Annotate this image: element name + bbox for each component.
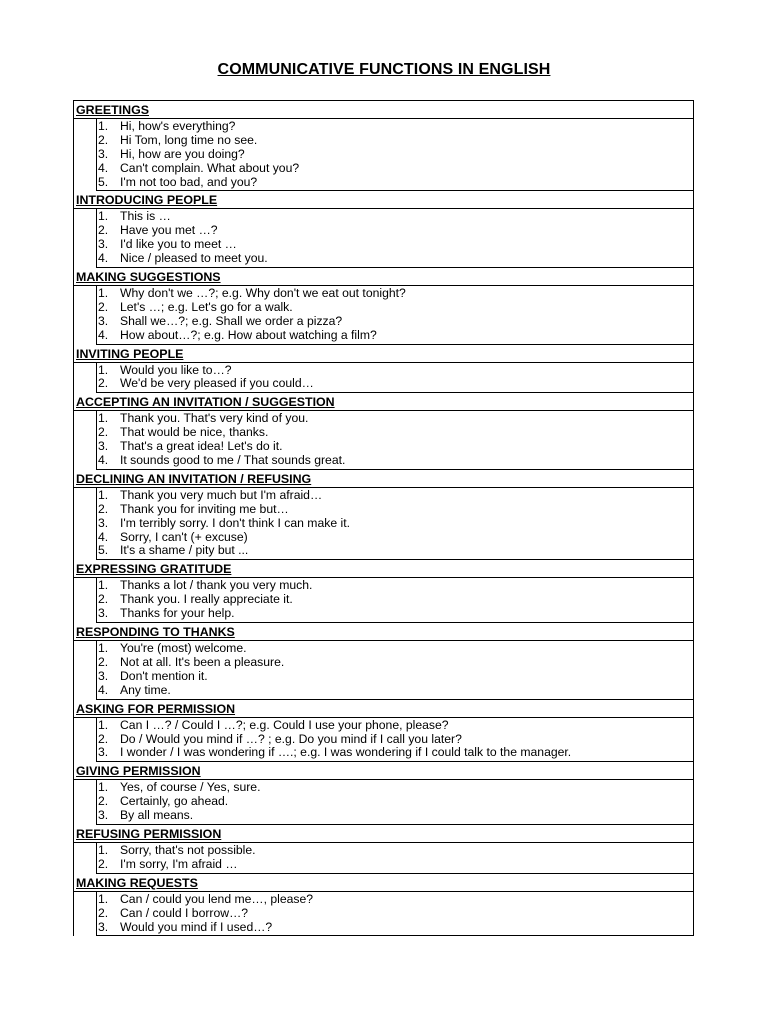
item-number: 1. [98,641,109,656]
item-number: 2. [98,794,109,809]
section [73,345,694,394]
item-number: 1. [98,891,109,906]
item-number: 4. [98,529,109,544]
list-item [97,579,693,593]
functions-table [73,100,694,936]
item-number: 1. [98,717,109,732]
list-item [97,377,693,391]
item-text: It's a shame / pity but ... [120,543,249,558]
section-heading: REFUSING PERMISSION [74,825,693,843]
item-text: Why don't we …?; e.g. Why don't we eat out tonight? [120,286,406,301]
phrase-list [96,119,693,191]
section [73,623,694,700]
list-item [97,440,693,454]
phrase-list [96,209,693,268]
item-text: Can I …? / Could I …?; e.g. Could I use your phone, please? [120,717,449,732]
section [73,393,694,470]
item-number: 3. [98,237,109,252]
list-item [97,238,693,252]
list-item [97,120,693,134]
list-item [97,224,693,238]
list-item [97,544,693,558]
list-item [97,607,693,621]
item-text: Certainly, go ahead. [120,794,229,809]
list-item [97,858,693,872]
item-number: 3. [98,515,109,530]
list-item [97,921,693,935]
item-text: How about…?; e.g. How about watching a film? [120,327,377,342]
item-text: I'm sorry, I'm afraid … [120,856,238,871]
section-heading: GIVING PERMISSION [74,762,693,780]
list-item [97,489,693,503]
phrase-list [96,363,693,394]
section [73,470,694,560]
list-item [97,252,693,266]
list-item [97,809,693,823]
section [73,560,694,623]
item-number: 2. [98,905,109,920]
item-number: 1. [98,411,109,426]
section-heading: GREETINGS [74,100,693,119]
document-title: COMMUNICATIVE FUNCTIONS IN ENGLISH [217,61,551,78]
item-text: Thanks for your help. [120,606,235,621]
item-number: 2. [98,654,109,669]
item-number: 4. [98,327,109,342]
section-heading: MAKING SUGGESTIONS [74,268,693,286]
item-number: 4. [98,453,109,468]
item-number: 1. [98,286,109,301]
list-item [97,287,693,301]
section-heading: INVITING PEOPLE [74,345,693,363]
list-item [97,301,693,315]
item-number: 2. [98,132,109,147]
phrase-list [96,780,693,825]
item-number: 5. [98,174,109,189]
item-number: 4. [98,160,109,175]
phrase-list [96,286,693,345]
section-heading: ASKING FOR PERMISSION [74,700,693,718]
item-number: 2. [98,501,109,516]
list-item [97,454,693,468]
section [73,700,694,763]
item-number: 2. [98,425,109,440]
item-text: Not at all. It's been a pleasure. [120,654,285,669]
item-number: 4. [98,682,109,697]
list-item [97,795,693,809]
item-text: That would be nice, thanks. [120,425,269,440]
item-text: Thank you very much but I'm afraid… [120,487,323,502]
phrase-list [96,641,693,700]
phrase-list [96,411,693,470]
phrase-list [96,488,693,560]
item-text: Do / Would you mind if …? ; e.g. Do you mind if I call you later? [120,731,462,746]
item-number: 1. [98,119,109,133]
item-text: I wonder / I was wondering if ….; e.g. I was wondering if I could talk to the manager. [120,745,572,760]
section [73,762,694,825]
item-text: Nice / pleased to meet you. [120,251,268,266]
item-text: Can't complain. What about you? [120,160,300,175]
list-item [97,176,693,190]
section [73,191,694,268]
phrase-list [96,718,693,763]
item-number: 2. [98,731,109,746]
section [73,100,694,191]
item-number: 3. [98,606,109,621]
item-number: 3. [98,439,109,454]
item-number: 1. [98,780,109,795]
item-text: Would you mind if I used…? [120,919,273,934]
item-number: 2. [98,299,109,314]
section-heading: INTRODUCING PEOPLE [74,191,693,209]
list-item [97,364,693,378]
item-text: Have you met …? [120,223,218,238]
list-item [97,781,693,795]
list-item [97,426,693,440]
item-number: 2. [98,376,109,391]
item-number: 3. [98,313,109,328]
list-item [97,517,693,531]
section [73,874,694,937]
list-item [97,412,693,426]
list-item [97,719,693,733]
section-heading: EXPRESSING GRATITUDE [74,560,693,578]
list-item [97,148,693,162]
item-number: 3. [98,808,109,823]
section-heading: RESPONDING TO THANKS [74,623,693,641]
list-item [97,593,693,607]
list-item [97,907,693,921]
list-item [97,893,693,907]
list-item [97,162,693,176]
item-number: 3. [98,146,109,161]
item-number: 5. [98,543,109,558]
item-number: 1. [98,209,109,224]
item-text: Hi, how's everything? [120,119,236,133]
item-number: 3. [98,745,109,760]
item-text: I'd like you to meet … [120,237,237,252]
item-text: I'm terribly sorry. I don't think I can make it. [120,515,350,530]
section-heading: MAKING REQUESTS [74,874,693,892]
item-text: Thanks a lot / thank you very much. [120,578,313,593]
item-number: 3. [98,919,109,934]
item-text: Sorry, that's not possible. [120,842,256,857]
item-number: 1. [98,578,109,593]
item-text: This is … [120,209,171,224]
list-item [97,746,693,760]
item-text: Thank you. That's very kind of you. [120,411,309,426]
section-heading: DECLINING AN INVITATION / REFUSING [74,470,693,488]
list-item [97,134,693,148]
list-item [97,210,693,224]
list-item [97,642,693,656]
item-text: We'd be very pleased if you could… [120,376,314,391]
item-text: Hi Tom, long time no see. [120,132,258,147]
item-text: Can / could I borrow…? [120,905,249,920]
item-text: That's a great idea! Let's do it. [120,439,283,454]
item-text: Thank you. I really appreciate it. [120,592,293,607]
phrase-list [96,578,693,623]
item-text: Let's …; e.g. Let's go for a walk. [120,299,293,314]
item-text: Can / could you lend me…, please? [120,891,314,906]
item-text: It sounds good to me / That sounds great. [120,453,346,468]
item-number: 4. [98,251,109,266]
list-item [97,315,693,329]
list-item [97,531,693,545]
list-item [97,503,693,517]
item-text: By all means. [120,808,194,823]
list-item [97,670,693,684]
item-number: 2. [98,223,109,238]
item-text: Hi, how are you doing? [120,146,245,161]
section [73,825,694,874]
list-item [97,733,693,747]
item-text: I'm not too bad, and you? [120,174,258,189]
item-number: 1. [98,842,109,857]
item-text: Thank you for inviting me but… [120,501,289,516]
item-text: Any time. [120,682,171,697]
item-number: 3. [98,668,109,683]
section-heading: ACCEPTING AN INVITATION / SUGGESTION [74,393,693,411]
phrase-list [96,843,693,874]
item-text: You're (most) welcome. [120,641,247,656]
list-item [97,329,693,343]
item-number: 2. [98,592,109,607]
item-number: 1. [98,487,109,502]
section [73,268,694,345]
list-item [97,684,693,698]
item-number: 1. [98,362,109,377]
item-text: Shall we…?; e.g. Shall we order a pizza? [120,313,343,328]
item-number: 2. [98,856,109,871]
phrase-list [96,892,693,937]
list-item [97,656,693,670]
item-text: Yes, of course / Yes, sure. [120,780,261,795]
item-text: Sorry, I can't (+ excuse) [120,529,248,544]
item-text: Don't mention it. [120,668,208,683]
item-text: Would you like to…? [120,362,232,377]
list-item [97,844,693,858]
